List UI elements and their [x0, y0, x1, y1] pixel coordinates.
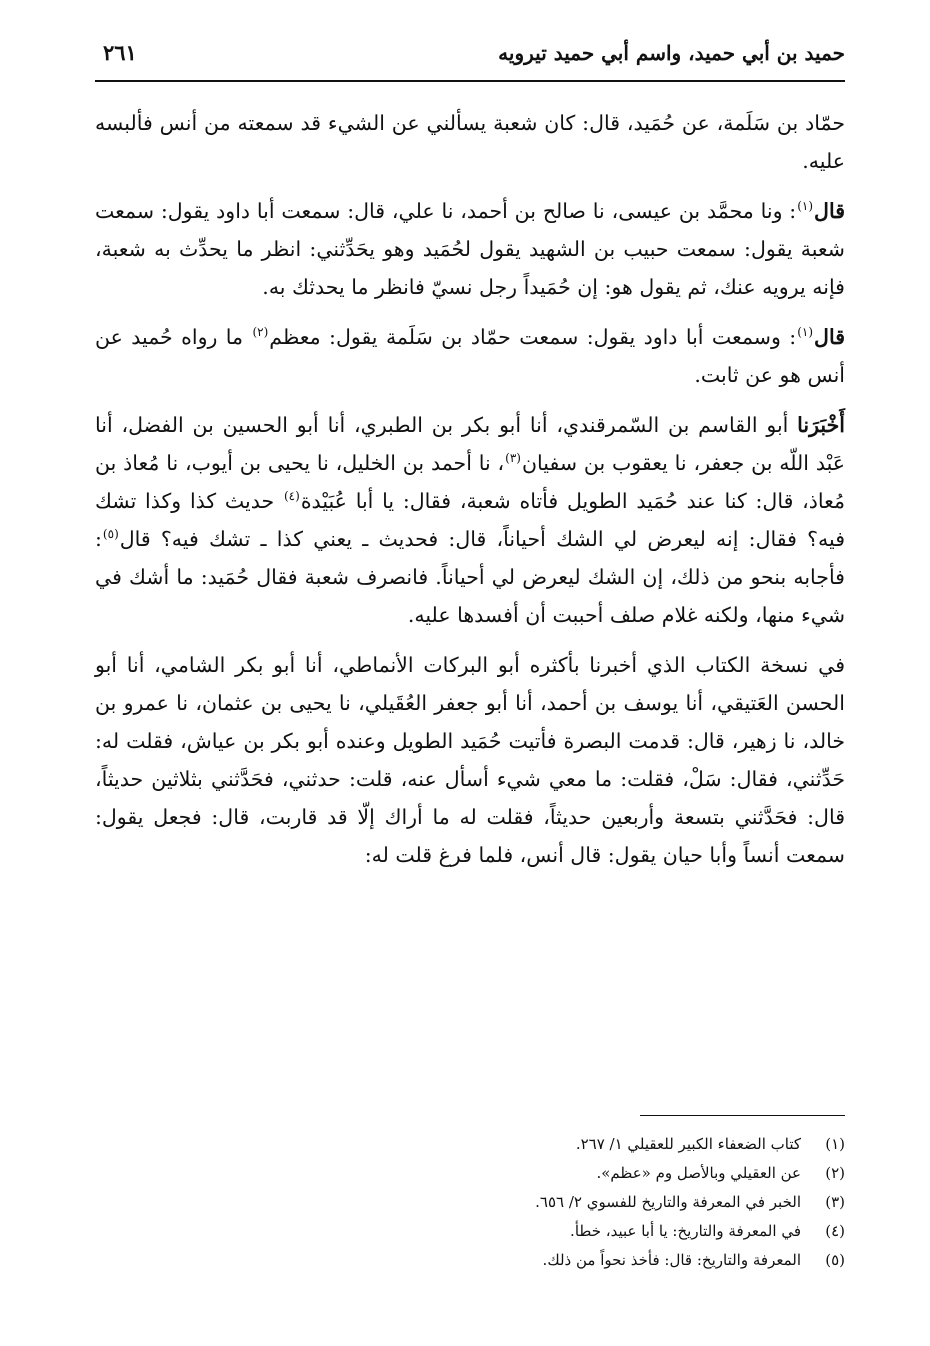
footnote-ref: (٢) — [252, 325, 269, 340]
footnote-number: (٥) — [825, 1251, 845, 1269]
paragraph-5 — [95, 646, 845, 874]
paragraph-text: حديث كذا وكذا تشك فيه؟ فقال: إنه ليعرض لي الشك أحياناً، قال: فحديث ـ يعني كذا ـ تشك فيه؟ قال — [95, 489, 845, 551]
paragraph-text: : وسمعت أبا داود يقول: سمعت حمّاد بن سَلَمة يقول: معظم — [269, 325, 797, 349]
paragraph-text: أبو القاسم بن السّمرقندي، أنا أبو بكر بن الطبري، أنا أبو الحسين بن الفضل، أنا عَبْد اللّه بن جعفر، نا يعقوب بن سفيان — [95, 413, 845, 475]
footnote-number: (١) — [825, 1135, 845, 1153]
footnote-number: (٢) — [825, 1164, 845, 1182]
footnote-item — [95, 1217, 845, 1246]
footnote-item — [95, 1188, 845, 1217]
footnote-item — [95, 1130, 845, 1159]
paragraph-text: : ونا محمَّد بن عيسى، نا صالح بن أحمد، نا علي، قال: سمعت أبا داود يقول: سمعت شعبة يقول: سمعت حبيب بن الشهيد يقول لحُمَيد وهو يحَدِّثني: انظر ما يحدِّث به شعبة، فإنه يرويه عنك، ثم يقول هو: إن حُمَيداً رجل نسيّ فانظر ما يحدثك به. — [95, 199, 845, 299]
paragraph-lead: أَخْبَرَنا — [797, 413, 845, 437]
paragraph-text: حمّاد بن سَلَمة، عن حُمَيد، قال: كان شعبة يسألني عن الشيء قد سمعته من أنس فألبسه عليه. — [95, 111, 845, 173]
footnote-ref: (١) — [797, 325, 814, 340]
footnote-number: (٣) — [825, 1193, 845, 1211]
footnote-text: في المعرفة والتاريخ: يا أبا عبيد، خطأ. — [570, 1222, 801, 1240]
running-header — [95, 40, 845, 82]
running-title: حميد بن أبي حميد، واسم أبي حميد تيرويه — [498, 41, 845, 65]
footnote-ref: (٤) — [283, 489, 300, 504]
footnote-item — [95, 1159, 845, 1188]
main-text — [95, 104, 845, 874]
footnote-number: (٤) — [825, 1222, 845, 1240]
paragraph-text: : فأجابه بنحو من ذلك، إن الشك ليعرض لي أحياناً. فانصرف شعبة فقال حُمَيد: ما أشك في شيء منها، ولكنه غلام صلف أحببت أن أفسدها عليه. — [95, 527, 845, 627]
paragraph-3 — [95, 318, 845, 394]
paragraph-text: ما رواه حُميد عن أنس هو عن ثابت. — [95, 325, 845, 387]
paragraph-1 — [95, 104, 845, 180]
footnote-text: المعرفة والتاريخ: قال: فأخذ نحواً من ذلك. — [542, 1251, 801, 1269]
footnote-ref: (٥) — [102, 527, 119, 542]
paragraph-lead: قال — [814, 199, 845, 223]
footnote-ref: (١) — [797, 199, 814, 214]
footnote-text: كتاب الضعفاء الكبير للعقيلي ١/ ٢٦٧. — [575, 1135, 801, 1153]
footnote-text: الخبر في المعرفة والتاريخ للفسوي ٢/ ٦٥٦. — [535, 1193, 801, 1211]
footnote-ref: (٣) — [505, 451, 521, 466]
book-page — [95, 40, 846, 1269]
footnotes — [95, 1130, 845, 1275]
paragraph-4 — [95, 406, 845, 634]
paragraph-text: في نسخة الكتاب الذي أخبرنا بأكثره أبو البركات الأنماطي، أنا أبو بكر الشامي، أنا أبو الحسن العَتيقي، أنا يوسف بن أحمد، أنا أبو جعفر العُقَيلي، نا يحيى بن عثمان، نا عمرو بن خالد، نا زهير، قال: قدمت البصرة فأتيت حُمَيد الطويل وعنده أبو بكر بن عياش، فقلت له: حَدِّثني، فقال: سَلْ، فقلت: ما معي شيء أسأل عنه، قلت: حدثني، فحَدَّثني بثلاثين حديثاً، قال: فحَدَّثني بتسعة وأربعين حديثاً، فقلت له ما أراك إلّا قد قاربت، قال: فجعل يقول: سمعت أنساً وأبا حيان يقول: قال أنس، فلما فرغ قلت له: — [95, 653, 845, 867]
footnote-text: عن العقيلي وبالأصل وم «عظم». — [596, 1164, 801, 1182]
paragraph-lead: قال — [814, 325, 845, 349]
footnote-item — [95, 1246, 845, 1275]
paragraph-text: ، نا أحمد بن الخليل، نا يحيى بن أيوب، نا مُعاذ بن مُعاذ، قال: كنا عند حُمَيد الطويل فأتاه شعبة، فقال: يا أبا عُبَيْدة — [95, 451, 846, 513]
footnote-divider — [640, 1115, 845, 1116]
paragraph-2 — [95, 192, 845, 306]
page-number: ٢٦١ — [103, 40, 137, 65]
